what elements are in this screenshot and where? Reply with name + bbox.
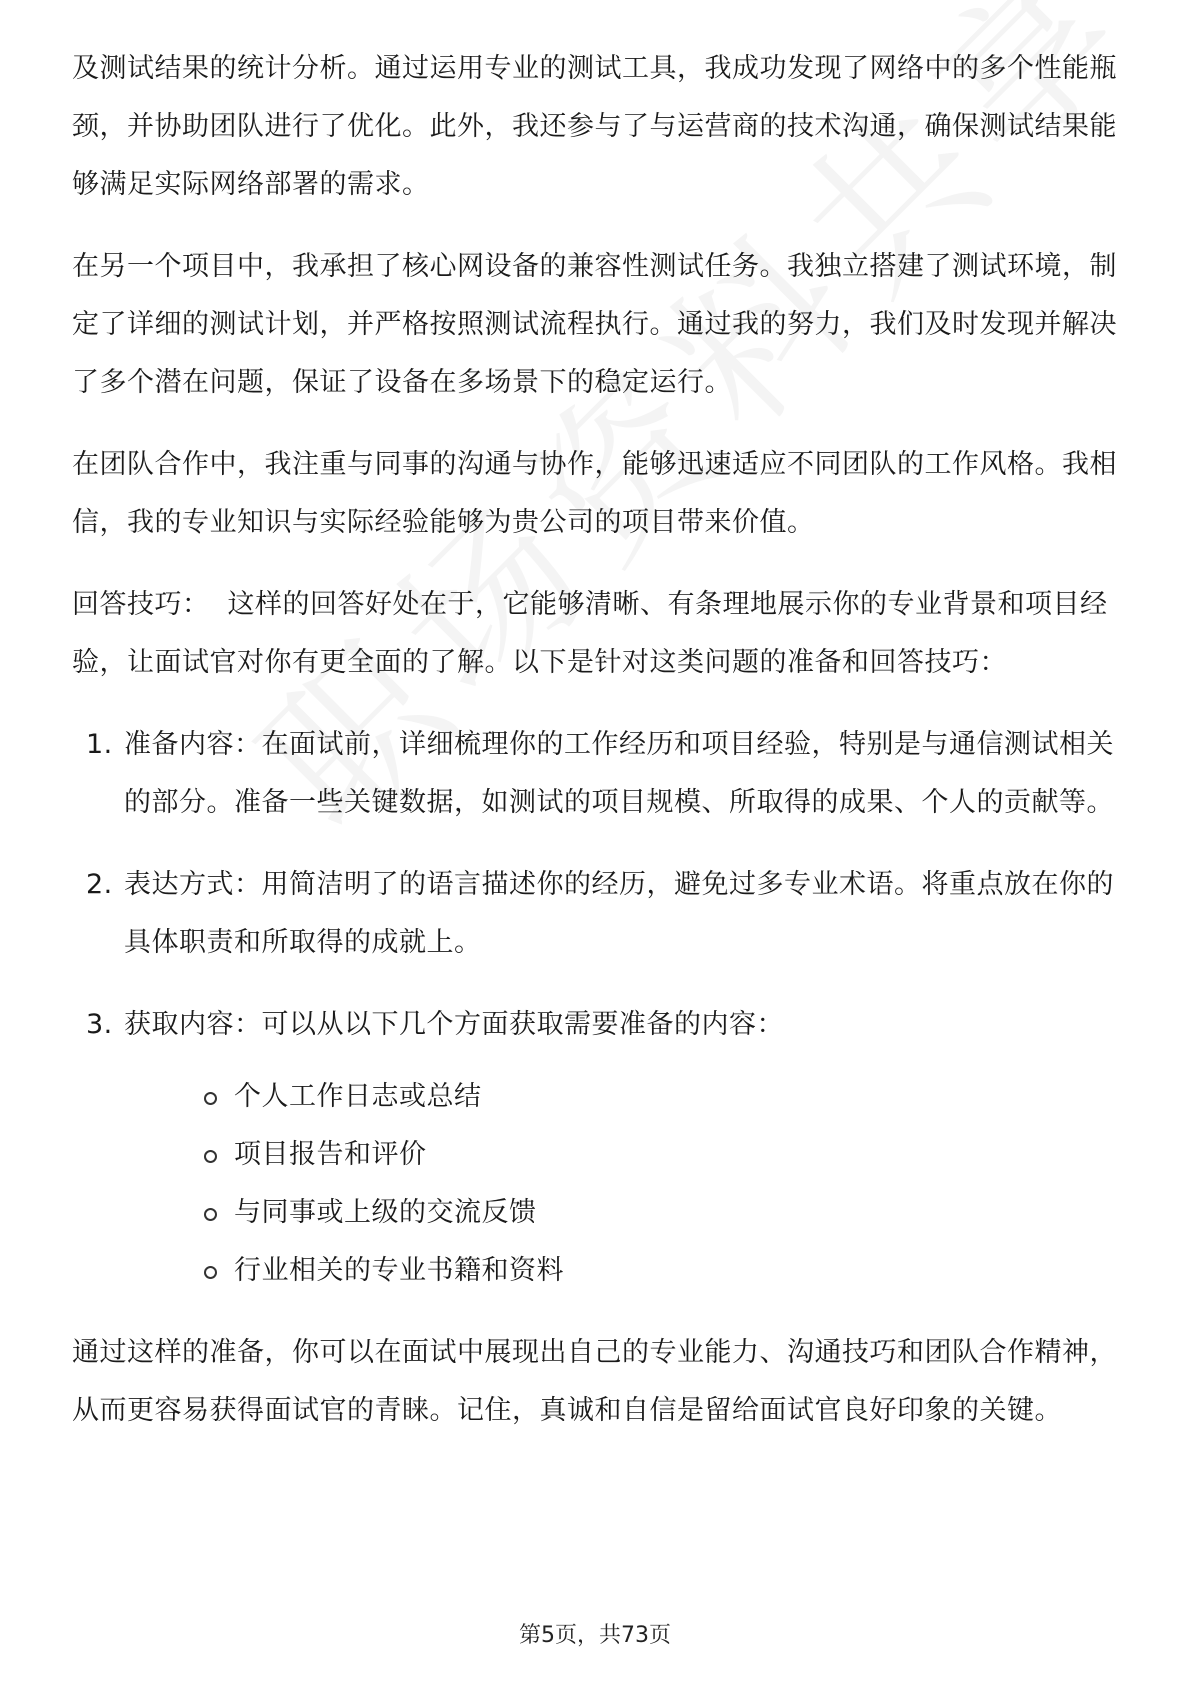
tip-text: 获取内容：可以从以下几个方面获取需要准备的内容：: [124, 1009, 784, 1040]
paragraph-core-network-project: 在另一个项目中，我承担了核心网设备的兼容性测试任务。我独立搭建了测试环境，制定了详细的测试计划，并严格按照测试流程执行。通过我的努力，我们及时发现并解决了多个潜在问题，保证了设备在多场景下的稳定运行。: [72, 251, 1117, 398]
tips-list: [72, 716, 1118, 1300]
tip-text: 准备内容：在面试前，详细梳理你的工作经历和项目经验，特别是与通信测试相关的部分。准备一些关键数据，如测试的项目规模、所取得的成果、个人的贡献等。: [124, 729, 1114, 818]
paragraph-teamwork: 在团队合作中，我注重与同事的沟通与协作，能够迅速适应不同团队的工作风格。我相信，我的专业知识与实际经验能够为贵公司的项目带来价值。: [72, 449, 1117, 538]
document-page: [72, 40, 1118, 1464]
source-text: 行业相关的专业书籍和资料: [234, 1255, 564, 1286]
paragraph-test-analysis: 及测试结果的统计分析。通过运用专业的测试工具，我成功发现了网络中的多个性能瓶颈，并协助团队进行了优化。此外，我还参与了与运营商的技术沟通，确保测试结果能够满足实际网络部署的需求。: [72, 53, 1117, 200]
paragraph-closing: 通过这样的准备，你可以在面试中展现出自己的专业能力、沟通技巧和团队合作精神，从而更容易获得面试官的青睐。记住，真诚和自信是留给面试官良好印象的关键。: [72, 1337, 1117, 1426]
circle-bullet-icon: [204, 1150, 217, 1163]
tips-intro-text: 这样的回答好处在于，它能够清晰、有条理地展示你的专业背景和项目经验，让面试官对你有更全面的了解。以下是针对这类问题的准备和回答技巧：: [72, 589, 1108, 678]
tip-item: [72, 856, 1118, 972]
circle-bullet-icon: [204, 1266, 217, 1279]
source-text: 与同事或上级的交流反馈: [234, 1197, 537, 1228]
source-text: 个人工作日志或总结: [234, 1081, 482, 1112]
source-text: 项目报告和评价: [234, 1139, 427, 1170]
source-item: [204, 1068, 1118, 1126]
page-number: 第5页，共73页: [519, 1623, 671, 1648]
tip-number: 3.: [86, 1009, 113, 1040]
source-item: [204, 1126, 1118, 1184]
sources-list: [124, 1068, 1118, 1300]
tip-item: [72, 996, 1118, 1300]
tip-number: 1.: [86, 729, 113, 760]
circle-bullet-icon: [204, 1092, 217, 1105]
paragraph-tips-intro: [72, 576, 1118, 692]
tip-item: [72, 716, 1118, 832]
tip-text: 表达方式：用简洁明了的语言描述你的经历，避免过多专业术语。将重点放在你的具体职责和所取得的成就上。: [124, 869, 1114, 958]
tip-number: 2.: [86, 869, 113, 900]
tips-label: 回答技巧：: [72, 589, 210, 620]
source-item: [204, 1184, 1118, 1242]
circle-bullet-icon: [204, 1208, 217, 1221]
source-item: [204, 1242, 1118, 1300]
